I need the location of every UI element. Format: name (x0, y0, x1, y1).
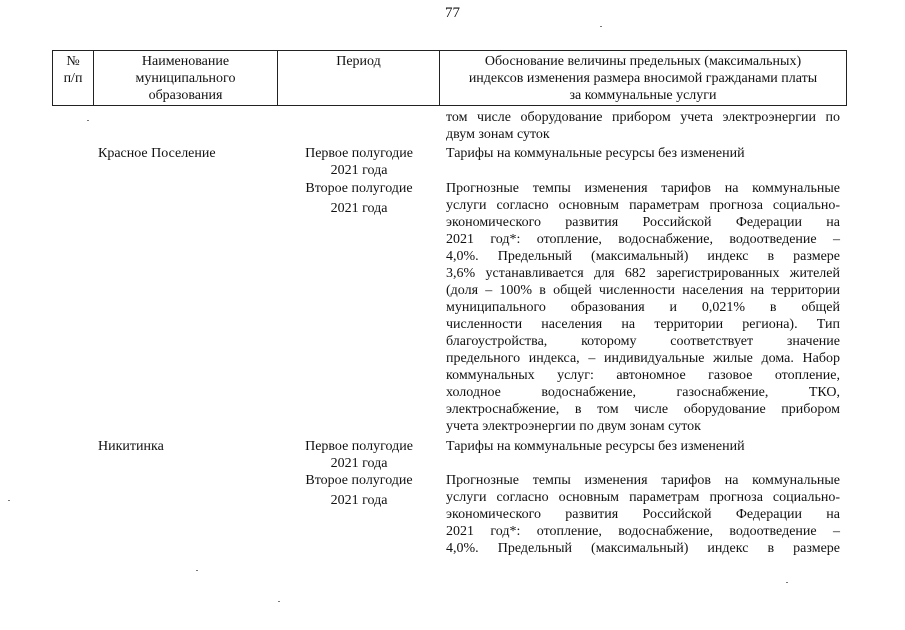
period-line: Второе полугодие (305, 181, 413, 196)
text-line: 4,0%. Предельный (максимальный) индекс в размере (446, 249, 840, 264)
period-line: 2021 года (330, 163, 388, 178)
period-first-half (294, 145, 424, 179)
period-second-half (294, 179, 424, 219)
text-line: муниципального образования и 0,021% в общей (446, 300, 840, 315)
text-line: Тарифы на коммунальные ресурсы без изменений (446, 146, 745, 161)
header-col-justification-line: Обоснование величины предельных (максимальных) (484, 54, 802, 69)
text-line: коммунальных услуг: автономное газовое отопление, (446, 368, 840, 383)
period-first-half (294, 438, 424, 472)
text-line: (доля – 100% в общей численности населения на территории (446, 283, 840, 298)
header-col-justification-line: индексов изменения размера вносимой гражданами платы (468, 71, 818, 86)
header-col-period (278, 51, 440, 105)
text-line: двум зонам суток (446, 127, 550, 142)
justification-first-half (446, 145, 840, 162)
text-line: услуги согласно основным параметрам прогноза социально- (446, 490, 840, 505)
scan-speck (8, 500, 10, 501)
header-col-municipality-line: Наименование (141, 54, 230, 69)
period-line: 2021 года (330, 201, 388, 216)
justification-first-half (446, 438, 840, 455)
text-line: 4,0%. Предельный (максимальный) индекс в размере (446, 541, 840, 556)
municipality-name: Красное Поселение (98, 146, 216, 161)
text-line: численности населения на территории региона). Тип (446, 317, 840, 332)
period-second-half (294, 471, 424, 511)
justification-second-half (446, 472, 840, 557)
text-line: Тарифы на коммунальные ресурсы без изменений (446, 439, 745, 454)
continuation-text (446, 109, 840, 143)
text-line: холодное водоснабжение, газоснабжение, ТКО, (446, 385, 840, 400)
scan-speck (87, 120, 89, 121)
period-line: Первое полугодие (305, 439, 413, 454)
text-line: 2021 год*: отопление, водоснабжение, водоотведение – (446, 524, 840, 539)
page-number: 77 (445, 5, 460, 21)
municipality-name: Никитинка (98, 439, 164, 454)
table-header (52, 50, 847, 106)
header-col-municipality (94, 51, 278, 105)
header-col-number (53, 51, 94, 105)
text-line: электроснабжение, в том числе оборудование прибором (446, 402, 840, 417)
text-line: учета электроэнергии по двум зонам суток (446, 419, 701, 434)
text-line: Прогнозные темпы изменения тарифов на коммунальные (446, 181, 840, 196)
text-line: экономического развития Российской Федерации на (446, 215, 840, 230)
period-line: Первое полугодие (305, 146, 413, 161)
justification-second-half (446, 180, 840, 435)
text-line: 3,6% устанавливается для 682 зарегистрированных жителей (446, 266, 840, 281)
header-col-justification (440, 51, 846, 105)
text-line: Прогнозные темпы изменения тарифов на коммунальные (446, 473, 840, 488)
header-col-justification-line: за коммунальные услуги (569, 88, 717, 103)
header-col-period-line: Период (336, 54, 381, 69)
scan-speck (786, 582, 788, 583)
text-line: экономического развития Российской Федерации на (446, 507, 840, 522)
header-col-municipality-line: муниципального (135, 71, 236, 86)
period-line: 2021 года (330, 456, 388, 471)
period-line: Второе полугодие (305, 473, 413, 488)
text-line: благоустройства, которому соответствует значение (446, 334, 840, 349)
scan-speck (196, 570, 198, 571)
text-line: 2021 год*: отопление, водоснабжение, водоотведение – (446, 232, 840, 247)
text-line: том числе оборудование прибором учета электроэнергии по (446, 110, 840, 125)
text-line: услуги согласно основным параметрам прогноза социально- (446, 198, 840, 213)
scan-speck (278, 601, 280, 602)
text-line: предельного индекса, – индивидуальные жилые дома. Набор (446, 351, 840, 366)
period-line: 2021 года (330, 493, 388, 508)
header-col-number-line: п/п (63, 71, 83, 86)
header-col-number-line: № (66, 54, 80, 69)
scan-speck (600, 26, 602, 27)
header-col-municipality-line: образования (148, 88, 223, 103)
